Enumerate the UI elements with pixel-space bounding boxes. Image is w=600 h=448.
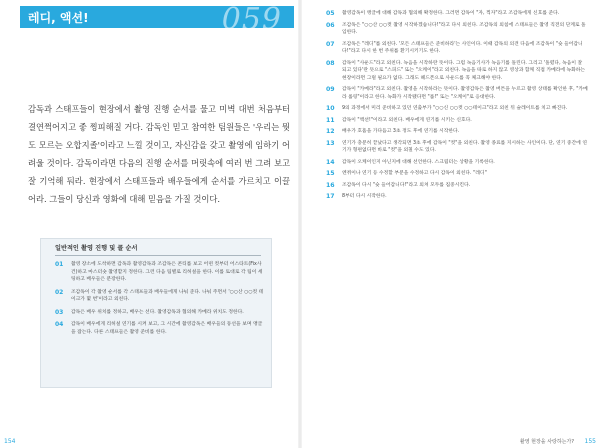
step-text: 감독이 "사운드"라고 외친다. 녹음을 시작하란 뜻이다. 그럼 녹음기사가 녹음기를 돌린다. 그리고 '돌렸다, 녹음이 잘 되고 있다'란 뜻으로 "스피드" 또는 "오케이"라고 외친다. 녹음을 따로 하지 않고 영상과 함께 직접 카메라에 녹화하는 현장이라면 그럴 필요가 없다. 그래도 헤드폰으로 사운드를 꼭 체크해야 한다. (342, 60, 586, 81)
step-number: 15 (326, 170, 335, 177)
step-number: 06 (326, 21, 335, 29)
list-item (326, 140, 588, 155)
step-text: 8부터 다시 시작한다. (342, 194, 387, 199)
running-footer-title: 촬영 현장을 사랑하는가? (519, 439, 574, 445)
list-item (326, 41, 588, 56)
step-text: 배우가 호흡을 가다듬고 3초 정도 후에 연기를 시작한다. (342, 129, 460, 134)
right-page (300, 0, 600, 448)
step-number: 14 (326, 158, 335, 166)
step-number: 17 (326, 193, 335, 200)
step-text: 감독이 오케이인지 아닌지에 대해 선언한다. 스크립터는 상황을 기록한다. (342, 159, 495, 165)
step-number: 12 (326, 128, 335, 135)
step-number: 09 (326, 86, 335, 93)
item-text: 감독이 배우에게 리허설 연기를 시켜 보고, 그 시간에 촬영감독은 배우들의 동선을 보며 앵글을 잡는다. 다른 스태프들은 촬영 준비를 한다. (71, 322, 263, 335)
step-text: 감독이 "액션!"이라고 외친다. 배우에게 연기를 시키는 신호다. (342, 117, 472, 123)
step-number: 05 (326, 10, 335, 17)
step-number: 10 (326, 105, 335, 112)
list-item (326, 10, 588, 18)
list-item (326, 128, 588, 136)
list-item (55, 321, 265, 336)
item-number: 02 (55, 288, 64, 296)
steps-list (326, 10, 588, 221)
step-number: 11 (326, 116, 335, 124)
list-item (326, 117, 588, 125)
step-text: 조감독이 다시 "슛 들어갑니다!"라고 외쳐 모두를 집중시킨다. (342, 182, 471, 188)
step-number: 07 (326, 40, 335, 48)
item-number: 03 (55, 308, 64, 316)
section-title-bar (20, 2, 294, 37)
list-item (326, 86, 588, 101)
list-item (326, 105, 588, 113)
list-item (326, 159, 588, 167)
step-number: 16 (326, 181, 335, 189)
item-number: 04 (55, 321, 64, 328)
info-box (40, 238, 272, 388)
step-number: 13 (326, 139, 335, 147)
list-item (55, 309, 265, 317)
list-item (326, 60, 588, 83)
item-text: 감독은 배우 위치를 정하고, 배우는 선다. 촬영감독과 협의해 카메라 위치도 정한다. (71, 309, 244, 315)
list-item (55, 261, 265, 284)
list-item (326, 193, 588, 201)
list-item (326, 170, 588, 178)
page-number-right: 155 (584, 438, 596, 445)
section-title: 레디, 액션! (28, 11, 89, 25)
list-item (326, 22, 588, 37)
step-number: 08 (326, 59, 335, 67)
step-text: 촬영감독이 앵글에 대해 감독과 협의해 확정한다. 그러면 감독이 "자, 찍자"라고 조감독에게 신호를 준다. (342, 11, 560, 16)
page-number-left: 154 (4, 438, 16, 445)
info-box-list (55, 261, 265, 341)
list-item (55, 289, 265, 304)
step-text: 엔쥐이나 연기 등 수정할 부분을 수정하고 다시 감독이 외친다. "레디" (342, 171, 487, 176)
info-box-title: 일반적인 촬영 진행 및 콜 순서 (55, 245, 138, 252)
intro-paragraph: 감독과 스태프들이 현장에서 촬영 진행 순서를 물고 미벽 대번 처음부터 결연쩍어지고 좋 찡피해질 거다. 감독인 믿고 참여한 팀원들은 '우리는 뭣도 모르는 오합지졸'이라고 느낄 것이고, 자신감을 갖고 촬영에 임하기 어려울 것이다. 감독이라면 다음의 진행 순서를 머릿속에 여러 번 그려 보고 잘 기억해 둬라. 현장에서 스태프들과 배우들에게 순서를 가르치고 이끌어라. 그들이 당신과 영화에 대해 믿음을 가질 것이다. (28, 104, 290, 204)
step-text: 9의 과정에서 미리 준비하고 있던 연출부가 "○○신 ○○컷 ○○테이크"라고 외친 뒤 슬레이트를 치고 빠진다. (342, 106, 568, 111)
step-text: 연기가 충분히 끝났다고 생각되면 3초 후에 감독이 "컷"을 외친다. 촬영 종료를 지시하는 사인이다. 단, 연기 중간에 연기가 형편없다면 바로 "컷"을 외칠 수도 있다. (342, 140, 587, 153)
section-number: 059 (221, 2, 282, 37)
step-text: 감독이 "카메라"라고 외친다. 촬영을 시작하라는 뜻이다. 촬영감독은 촬영 버튼을 누르고 촬영 상태를 확인한 후, "카메라 롤링"이라고 한다. 녹화가 시작됐다면 "롤!" 또는 "오케이"로 응대한다. (342, 87, 588, 100)
item-text: 조감독이 각 촬영 순서를 각 스태프들과 배우들에게 나눠 준다. 나눠 주면서 '○○산 ○○컷 테이크가 몇 번'이라고 외친다. (71, 289, 264, 302)
step-text: 조감독은 "레디"를 외친다. '모든 스태프들은 준비하라'는 사인이다. 이때 감독의 의견 다음에 조감독이 "슛 들어갑니다!"라고 다시 한 번 주위를 환기시키기도 한다. (342, 41, 583, 54)
list-item (326, 182, 588, 190)
item-text: 촬영 장소에 도착하면 감독과 촬영감독과 조감독은 콘티를 보고 어떤 컷부터 어스타트(Fix사건)하고 마스터숏 촬영할지 정한다. 그런 다음 팀별로 리허설을 한다. 이를 토대로 각 팀이 세팅하고 배우들은 분장한다. (71, 262, 263, 282)
item-number: 01 (55, 261, 64, 268)
info-box-divider (55, 255, 261, 256)
step-text: 조감독은 "○○산 ○○컷 촬영 시작하겠습니다!"라고 다시 외친다. 조감독의 외침에 스태프들은 촬영 직전의 단계로 돌입한다. (342, 22, 586, 35)
